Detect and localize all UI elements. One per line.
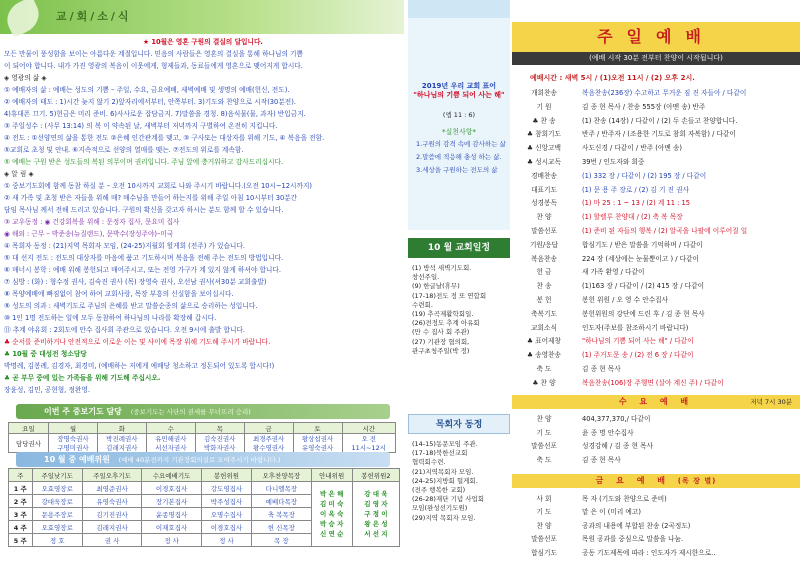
wednesday-item-label: 축 도	[536, 455, 552, 464]
church-news-title: 교/회/소/식	[56, 10, 132, 23]
practice-title: *실천사항*	[441, 128, 477, 136]
friday-item-value: 공동 기도제목에 따라 : 인도자가 제시한으로..	[582, 548, 716, 557]
friday-service-title: 금 요 예 배	[595, 476, 670, 485]
news-line: ◉ 해외 : 근무 – 박준송(뉴질랜드), 문박수(장성주야)–미국	[4, 230, 174, 238]
news-line: ⑨ 성도의 의과 : 새벽기도로 주님의 은혜를 받고 말씀순종의 삶으로 승리하는 성입니다.	[4, 302, 258, 310]
service-item-label: 봉 헌	[536, 296, 552, 304]
schedule-item: (1) 방석 새벽기도회.	[412, 264, 472, 272]
worship-table-cell: 2 주	[9, 495, 33, 508]
motto-verse: (엡 11 : 6)	[442, 111, 476, 119]
news-line: 4)휴대폰 끄기. 5)헌금은 미리 준비. 6)사사로운 잡담금지. 7)말씀을 경청. 8)음식물(물, 과자) 반입금지.	[4, 110, 306, 118]
friday-row	[512, 521, 800, 533]
wednesday-service-time: 저녁 7시 30분	[750, 398, 792, 406]
service-item-value: 봉헌 위원 / 오 영 수 안수집사	[582, 296, 669, 304]
wednesday-item-value: 성경강해 / 김 종 현 목사	[582, 442, 654, 450]
pastor-item: (전주 행복한 교회)	[412, 486, 466, 495]
wednesday-service-title: 수 요 예 배	[618, 397, 694, 406]
worship-table-cell: 이경호집사	[142, 482, 202, 495]
worship-table-cell: 강도영집사	[201, 482, 251, 495]
worship-table-cell: 3 주	[9, 508, 33, 521]
friday-item-label: 합심기도	[531, 548, 557, 557]
table-row	[9, 434, 396, 453]
friday-item-value: 목원 공과를 중심으로 말씀을 나눔.	[582, 535, 684, 544]
worship-table-cell: 정 사	[201, 534, 251, 547]
prayer-banner	[16, 404, 390, 419]
worship-table-cell: 권 사	[82, 534, 142, 547]
friday-service-bar	[512, 474, 800, 488]
service-row	[512, 102, 800, 114]
worship-banner-title: 10 월 중 예배위원	[44, 455, 110, 464]
pastor-item: 협력회수련.	[412, 458, 446, 467]
service-row	[512, 88, 800, 100]
news-line: ④ 목회자 동정 : (21)지역 목회자 모임, (24-25)지월회 헐게회 (전주) 가 있습니다.	[4, 242, 245, 250]
friday-row	[512, 494, 800, 506]
service-item-value: 복음찬송(106)장 주행면 (살아 계신 주) / 다같이	[582, 378, 724, 387]
service-item-label: 찬 양	[536, 213, 552, 222]
service-row	[512, 309, 800, 321]
service-item-value: (1) 마 25 : 1 ~ 13 / (2) 계 11 : 15	[582, 199, 691, 208]
wednesday-item-label: 말씀선포	[531, 442, 557, 450]
service-item-value: 복음찬송(236장) 수고하고 무거운 짐 진 자들아 / 다같이	[582, 89, 747, 97]
motto-year-title: 2019년 우리 교회 표어	[421, 82, 497, 90]
service-row	[512, 267, 800, 279]
motto-top-bar	[408, 0, 510, 18]
news-line: 담임 목사님 께서 전해 드리고 있습니다. 구원의 확신을 갖고자 하시는 분도 함께 할 수 있습니다.	[4, 206, 284, 214]
worship-committee-banner	[16, 452, 390, 467]
wednesday-row	[512, 441, 800, 453]
service-item-value: 합심기도 / 받은 말씀을 기억하며 / 다같이	[582, 240, 703, 249]
sunday-service-subtitle: (예배 시작 30분 전부터 찬양이 시작됩니다)	[512, 52, 800, 65]
pastor-item: (17-18)북한선교회	[412, 449, 468, 458]
pastor-banner: 목회자 동정	[408, 414, 510, 434]
service-row	[512, 226, 800, 238]
service-item-value: 봉헌위원의 강단에 드린 후 / 김 종 현 목사	[582, 309, 705, 318]
news-line: ♣ 곧 부무 중에 있는 가족들을 위해 기도해 주십시오.	[4, 374, 161, 382]
service-row	[512, 336, 800, 348]
friday-row	[512, 548, 800, 560]
worship-table-cell: 이재호집사	[142, 521, 202, 534]
wednesday-item-label: 찬 양	[536, 415, 552, 423]
service-item-value: 사도신경 / 다같이 / 반주 (아멘 송)	[582, 144, 682, 153]
service-row	[512, 143, 800, 155]
service-row	[512, 212, 800, 224]
service-item-value: (1) 문 용 주 장로 / (2) 김 기 진 권사	[582, 185, 690, 194]
worship-table-cell: 장기본집사	[142, 495, 202, 508]
service-item-label: 말씀선포	[531, 227, 557, 235]
friday-item-label: 사 회	[536, 495, 552, 503]
practice-item: 2.말씀에 적응해 충성 하는 삶.	[416, 153, 502, 161]
news-line: ♣ 순서를 준비하거나 안전적으로 이로운 이는 및 사이에 목장 위해 기도해 주시기 바랍니다.	[4, 338, 271, 346]
friday-service-sub: (목 장 별)	[677, 477, 717, 485]
worship-table-header: 봉헌위원	[201, 469, 251, 482]
service-item-value: (1) 할렐루 찬양대 / (2) 축 복 목장	[582, 213, 683, 222]
service-item-value: 김 종 현 목사	[582, 365, 621, 373]
worship-banner-sub: (예배 40분전까지 기관장회의실로 모여주시기 바랍니다.)	[118, 456, 281, 464]
schedule-item: 창선주일.	[412, 273, 440, 282]
worship-table-cell: 4 주	[9, 521, 33, 534]
service-item-value: 반주 / 반주자 / (조용한 기도로 참회 자복함) / 다같이	[582, 130, 736, 139]
church-news-header	[0, 0, 404, 34]
worship-table-cell: 박주성집사	[201, 495, 251, 508]
service-times: 예배시간 : 새벽 5시 / (1)오전 11시 / (2) 오후 2시.	[530, 74, 695, 82]
worship-table-cell: 문용주장로	[32, 508, 82, 521]
worship-table-header: 주일낮기도	[32, 469, 82, 482]
service-row	[512, 281, 800, 293]
worship-table-header: 봉헌위원2	[352, 469, 399, 482]
prayer-table-cell: 장명숙권사 구명미권사	[49, 434, 98, 453]
worship-table-cell: 오명수집사	[201, 508, 251, 521]
service-item-label: ♣ 찬 송	[532, 116, 556, 125]
schedule-item: (19) 추곡제활학회일.	[412, 310, 474, 319]
schedule-banner: 10 월 교회일정	[408, 238, 510, 258]
wednesday-row	[512, 428, 800, 440]
service-row	[512, 364, 800, 376]
news-line: 모든 만물이 풍성함을 보이는 아름다운 계절입니다. 믿음의 사람들은 영혼의 결실을 통해 하나님의 기쁨	[4, 50, 303, 58]
service-item-value: "하나님의 기쁨 되어 사는 해" / 다같이	[582, 337, 694, 346]
worship-table-cell: 윤종명집사	[142, 508, 202, 521]
schedule-list	[412, 264, 508, 356]
friday-item-label: 기 도	[536, 508, 552, 517]
news-line: ③ 교우동정 : ◉ 건강회복을 위해 : 문정자 집사, 문요미 집사	[4, 218, 180, 226]
worship-table-cell: 정 호	[32, 534, 82, 547]
worship-table-cell: 김래지권사	[82, 521, 142, 534]
worship-table-header: 주일오후기도	[82, 469, 142, 482]
prayer-duty-table	[8, 422, 396, 453]
service-item-value: (1) 주거도문 송 / (2) 전 6 장 / 다같이	[582, 351, 694, 360]
schedule-item: 관구초청주일(박 정)	[412, 346, 470, 355]
pastor-item: (21)지역목회자 모임.	[412, 467, 474, 476]
news-line: ★ 10월은 영혼 구원의 결실의 달입니다.	[143, 38, 263, 46]
friday-item-value: 맡 은 이 (미리 예고)	[582, 508, 641, 517]
worship-table-cell: 정 사	[142, 534, 202, 547]
service-item-label: 개회찬송	[531, 89, 557, 97]
wednesday-item-value: 윤 종 명 안수집사	[582, 428, 634, 437]
worship-table-cell: 다니엘목장	[252, 482, 312, 495]
wednesday-service-bar	[512, 395, 800, 409]
sunday-service-title: 주일예배	[597, 27, 715, 46]
worship-table-cell: 예배다목장	[252, 495, 312, 508]
news-line: 박명례, 김봉례, 김경자, 최경미, (예배하는 저에게 예배당 청소하고 정돈되어 있도록 합시다!)	[4, 362, 275, 370]
practice-item: 3.세상을 구원하는 전도의 삶	[416, 166, 498, 174]
news-line: ⑦ 심방 : (화) : 형수정 권사, 김숙진 권사 (목) 장영숙 권사, 오선남 권사(셔30분 교회출발)	[4, 278, 267, 286]
service-row	[512, 295, 800, 307]
friday-row	[512, 507, 800, 519]
schedule-item: (17-18)전도 정 또 연합회	[412, 291, 487, 300]
worship-table-header: 수요예배기도	[142, 469, 202, 482]
motto-title	[410, 82, 508, 100]
service-item-value: 39번 / 인도자와 회중	[582, 158, 645, 166]
wednesday-item-label: 기 도	[536, 428, 552, 437]
service-row	[512, 323, 800, 335]
prayer-table-header: 금	[244, 423, 293, 434]
service-item-label: ♣ 참회기도	[527, 130, 561, 139]
friday-row	[512, 534, 800, 546]
prayer-table-cell: 박진례권사 김래지권사	[97, 434, 146, 453]
news-line: ◈ 영광의 삶 ◈	[4, 74, 47, 82]
sunday-service-header	[512, 22, 800, 52]
service-item-value: (1) 찬송 (14장) / 다같이 / (2) 두 손들고 찬양합니다.	[582, 116, 738, 125]
service-item-value: (1) 332 장 / 다같이 / (2) 195 장 / 다같이	[582, 171, 707, 180]
practice-list	[416, 140, 506, 179]
prayer-table-header: 목	[195, 423, 244, 434]
prayer-table-header: 요일	[9, 423, 49, 434]
news-line: ⑥ 매너시 봉학 : 예배 위해 봉헌되고 매어주시고, 또는 전영 가구가 계 있지 않게 하셔야 합니다.	[4, 266, 281, 274]
leaf-icon	[1, 0, 44, 38]
service-item-value: 김 종 현 목사 / 찬송 555장 (아멘 송) 반주	[582, 102, 706, 111]
worship-committee-table	[8, 468, 400, 547]
service-item-label: 성경봉독	[531, 199, 557, 208]
prayer-table-header: 월	[49, 423, 98, 434]
church-motto-panel	[408, 0, 510, 563]
service-row	[512, 198, 800, 210]
wednesday-item-value: 404,377,370,/ 다같이	[582, 415, 651, 423]
prayer-table-cell: 김숙진권사 박화자권사	[195, 434, 244, 453]
schedule-item: (만 수 집사 회 주관)	[412, 328, 470, 337]
service-row	[512, 171, 800, 183]
service-item-label: 복음찬송	[531, 254, 557, 263]
service-item-label: 기원/응답	[529, 240, 559, 249]
news-line: ⑤ 예배는 구원 받은 성도들의 복된 의무이며 권리입니다. 주님 앞에 충거워하고 감사드리십시다.	[4, 158, 284, 166]
prayer-table-header: 토	[293, 423, 342, 434]
news-line: ④ 전도 : ①선양연의 삶을 통한 전도 ②은혜 인간관계를 맺고, ③ 구사또는 대상자를 위해 기도, ④ 복음을 전함.	[4, 134, 325, 142]
service-item-label: ♣ 찬 양	[532, 378, 556, 387]
worship-table-cell: 최영준권사	[82, 482, 142, 495]
prayer-table-cell: 유민해권사 서선자권사	[146, 434, 195, 453]
service-item-label: 축복기도	[531, 309, 557, 318]
schedule-item: (9) 한글날(휴무)	[412, 282, 460, 291]
schedule-item: (26)전정도 추계 아유회	[412, 319, 480, 328]
news-line: ⑪ 추계 야유회 : 2회도에 안수 집사회 주관으로 있습니다. 오전 9시에 출발 합니다.	[4, 326, 246, 334]
prayer-table-cell: 왕상섭권사 유영숙권사	[293, 434, 342, 453]
news-line: ♣ 10월 중 대성전 청소담당	[4, 350, 87, 358]
worship-table-cell: 목 장	[252, 534, 312, 547]
wednesday-row	[512, 455, 800, 467]
news-line: ① 예배자의 삶 : 예배는 성도의 기쁨 – 주일, 수요, 금요예배, 새벽예배 및 생명의 예배(헌신, 전도).	[4, 86, 290, 94]
service-row	[512, 240, 800, 252]
service-row	[512, 116, 800, 128]
worship-table-header: 주	[9, 469, 33, 482]
news-line: ⑤교회로 초청 및 안내. ⑥지속적으로 선양의 열매를 맺는. ⑦전도의 위로를 계속함.	[4, 146, 244, 154]
service-item-label: ♣ 신앙고백	[527, 144, 561, 153]
worship-table-cell: 1 주	[9, 482, 33, 495]
pastor-item: 모임(완성선기도원)	[412, 504, 468, 513]
service-item-value: 인도자(주보를 참조하시기 바랍니다)	[582, 323, 689, 332]
pastor-item: (26-28)재단 기념 사업회	[412, 495, 485, 504]
news-line: ② 예배자의 태도 : 1)시간 늦지 않기 2)앞자리에서부터, 안쪽부터. 3)기도와 찬양으로 시작(30분전).	[4, 98, 296, 106]
worship-table-cell: 이경호집사	[201, 521, 251, 534]
schedule-item: 수련회.	[412, 300, 433, 309]
service-row	[512, 185, 800, 197]
service-row	[512, 254, 800, 266]
news-line: ◈ 알 림 ◈	[4, 170, 34, 178]
worship-table-cell: 5 주	[9, 534, 33, 547]
prayer-table-header: 화	[97, 423, 146, 434]
offering-members: 강 대 욱 김 영 자 구 정 이 왕 은 성 서 선 지	[352, 482, 399, 547]
service-item-value: 새 가족 환영 / 다같이	[582, 268, 645, 277]
prayer-table-cell: 최경주권사 왕수영권사	[244, 434, 293, 453]
service-item-label: 대표기도	[531, 185, 557, 194]
service-item-label: 찬 송	[536, 282, 552, 291]
news-line: ③ 주일성수 : (사무 13:14) 의 복 이 약속된 날, 새벽부터 저녁까지 구별하여 온전히 지킵니다.	[4, 122, 278, 130]
prayer-table-cell: 담당권사	[9, 434, 49, 453]
wednesday-row	[512, 414, 800, 426]
news-line: ⑩ 1인 1명 전도하는 일에 모두 동참하여 하나님의 나라를 확장해 갑시다.	[4, 314, 217, 322]
table-row	[9, 482, 400, 495]
prayer-banner-sub: (중보기도는 사단의 권세를 무너뜨려 승리)	[130, 408, 251, 416]
worship-table-cell: 오효영장로	[32, 482, 82, 495]
guide-members: 박 은 해 김 미 숙 이 옥 숙 박 승 자 신 연 순	[311, 482, 352, 547]
friday-item-value: 목 자 (기도와 찬양으로 준비)	[582, 495, 667, 503]
service-item-label: ♣ 표어제창	[527, 337, 561, 346]
pastor-item: (24-25)지방회 헐게회.	[412, 476, 478, 485]
practice-item: 1.구원의 감격 속에 감사하는 삶	[416, 140, 506, 148]
service-row	[512, 350, 800, 362]
service-row	[512, 378, 800, 390]
service-item-label: ♣ 송영찬송	[527, 351, 561, 360]
service-item-label: 헌 금	[536, 268, 552, 277]
motto-text: "하나님의 기쁨 되어 사는 해"	[413, 91, 505, 99]
worship-table-cell: 강대욱장로	[32, 495, 82, 508]
prayer-table-header: 수	[146, 423, 195, 434]
pastor-item: (29)지역 목회자 모임.	[412, 513, 476, 522]
service-item-label: 축 도	[536, 365, 552, 373]
service-row	[512, 157, 800, 169]
pastor-item: (14-15)동문모임 주관.	[412, 440, 478, 448]
worship-table-header: 오후찬양목장	[252, 469, 312, 482]
worship-table-cell: 오효영장로	[32, 521, 82, 534]
pastor-list	[412, 440, 508, 523]
prayer-table-header: 시간	[342, 423, 395, 434]
worship-table-cell: 유영숙권사	[82, 495, 142, 508]
prayer-table-cell: 오 전 11시~12시	[342, 434, 395, 453]
news-line: ② 새 가족 및 초청 받은 자들을 위해 매? 매수님을 만들어 하는지를 위해 주일 아침 10시부터 30분간	[4, 194, 298, 202]
worship-table-cell: 축 복목장	[252, 508, 312, 521]
sunday-service-panel	[512, 0, 800, 563]
wednesday-item-value: 김 종 현 목사	[582, 455, 621, 464]
service-item-label: 경배찬송	[531, 171, 557, 180]
prayer-banner-title: 이번 주 중보기도 담당	[44, 407, 122, 416]
service-item-label: 기 원	[536, 102, 552, 111]
service-row	[512, 129, 800, 141]
friday-item-value: 공과의 내용에 부합된 찬송 (2곡정도)	[582, 521, 691, 530]
friday-item-label: 찬 양	[536, 521, 552, 530]
worship-table-cell: 김기진권사	[82, 508, 142, 521]
news-line: 장윤성, 김민, 공현형, 정완영.	[4, 386, 90, 394]
worship-table-header: 안내위원	[311, 469, 352, 482]
friday-item-label: 말씀선포	[531, 535, 557, 544]
news-line: ① 중보기도회에 함께 동참 하실 분 – 오전 10시까지 교회로 나와 주시기 바랍니다.(오전 10시~12시까지)	[4, 182, 313, 190]
news-line: ⑧ 목양예배에 빠짐없이 참여 하여 교회사랑, 목장 부흥의 신실함을 보이십시다.	[4, 290, 234, 298]
worship-table-cell: 헌 신목장	[252, 521, 312, 534]
news-line: 이 되어야 합니다. 내가 가진 영광의 복음이 이웃에게, 형제들과, 동료들에게 영혼으로 맺어지게 합시다.	[4, 62, 303, 70]
service-item-value: (1) 준비 된 자들의 행복 / (2) 알곡을 나팔에 이루어질 일	[582, 227, 748, 235]
service-item-value: 224 장 (세상에는 눈물뿐이고 ) / 다같이	[582, 254, 699, 263]
service-item-label: ♣ 성시교독	[527, 158, 561, 166]
service-item-value: (1)163 장 / 다같이 / (2) 415 장 / 다같이	[582, 282, 705, 291]
news-line: ⑤ 대 선지 전도 : 전도의 대상자를 마음에 품고 기도하시며 복음을 전해 주는 전도의 방법입니다.	[4, 254, 284, 262]
schedule-item: (27) 기관장 협의회,	[412, 337, 470, 346]
service-item-label: 교회소식	[531, 323, 557, 332]
